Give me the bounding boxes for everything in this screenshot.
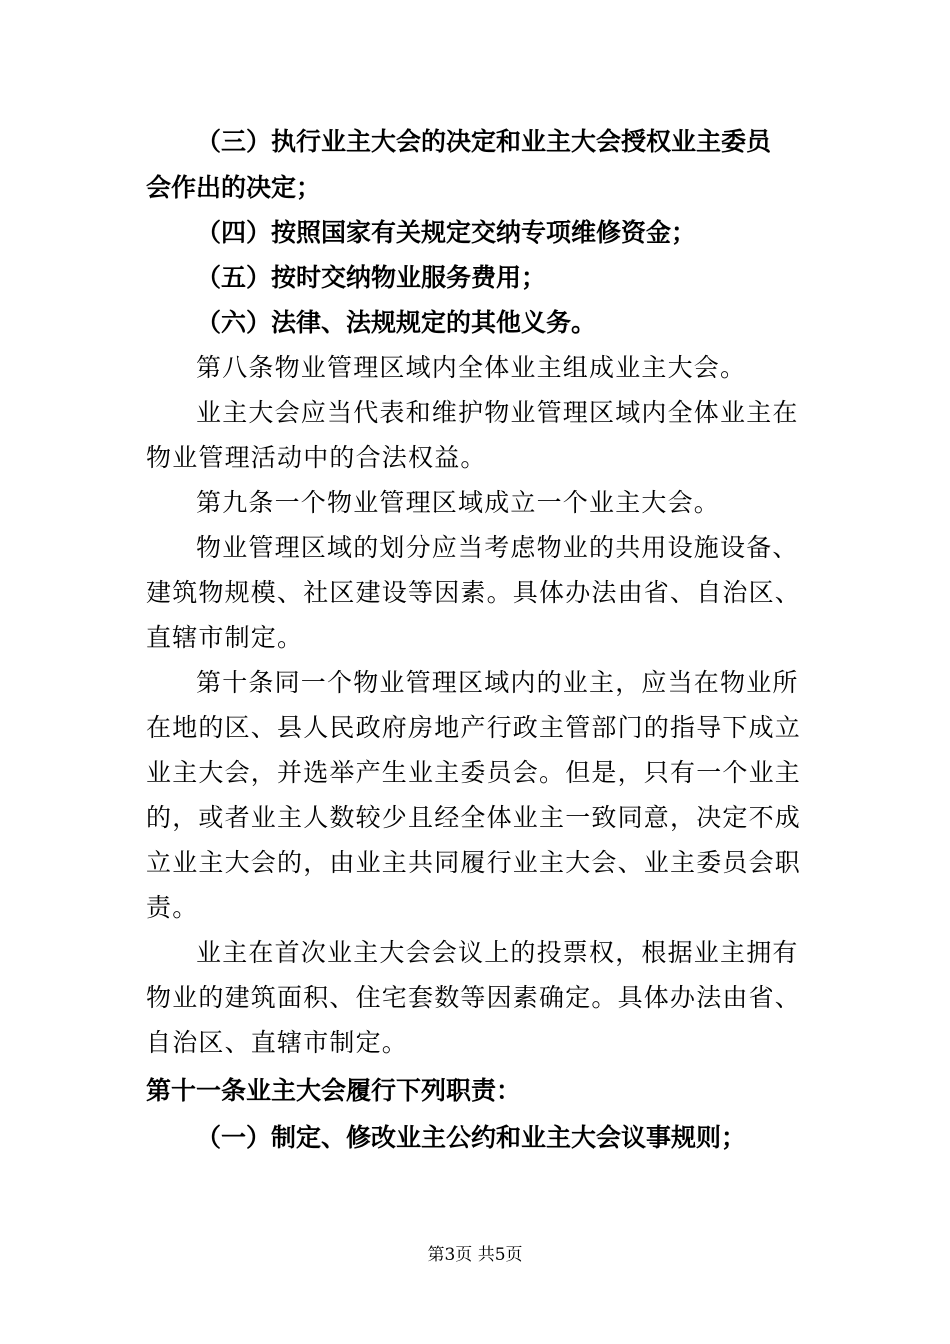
paragraph-line: 在地的区、县人民政府房地产行政主管部门的指导下成立: [146, 713, 802, 742]
paragraph-line: 物业管理区域的划分应当考虑物业的共用设施设备、: [196, 533, 799, 562]
page-number: 第3页 共5页: [427, 1245, 523, 1265]
paragraph-line: （四）按照国家有关规定交纳专项维修资金；: [196, 218, 697, 247]
paragraph-line: 会作出的决定；: [146, 173, 322, 202]
paragraph-line: 的，或者业主人数较少且经全体业主一致同意，决定不成: [146, 803, 802, 832]
section-heading: 第十一条业主大会履行下列职责：: [146, 1076, 522, 1105]
paragraph-line: （一）制定、修改业主公约和业主大会议事规则；: [196, 1123, 747, 1152]
paragraph-line: （六）法律、法规规定的其他义务。: [196, 308, 597, 337]
paragraph-line: 第十条同一个物业管理区域内的业主，应当在物业所: [196, 668, 799, 697]
paragraph-line: 建筑物规模、社区建设等因素。具体办法由省、自治区、: [146, 578, 802, 607]
paragraph-line: 自治区、直辖市制定。: [146, 1028, 409, 1057]
paragraph-line: 直辖市制定。: [146, 623, 304, 652]
paragraph-line: （五）按时交纳物业服务费用；: [196, 263, 547, 292]
paragraph-line: 物业的建筑面积、住宅套数等因素确定。具体办法由省、: [146, 983, 802, 1012]
paragraph-line: 责。: [146, 893, 199, 922]
paragraph-line: 业主大会应当代表和维护物业管理区域内全体业主在: [196, 398, 799, 427]
paragraph-line: 立业主大会的，由业主共同履行业主大会、业主委员会职: [146, 848, 802, 877]
paragraph-line: 第九条一个物业管理区域成立一个业主大会。: [196, 488, 721, 517]
paragraph-line: （三）执行业主大会的决定和业主大会授权业主委员: [196, 127, 772, 156]
paragraph-line: 第八条物业管理区域内全体业主组成业主大会。: [196, 353, 747, 382]
paragraph-line: 业主在首次业主大会会议上的投票权，根据业主拥有: [196, 938, 799, 967]
paragraph-line: 物业管理活动中的合法权益。: [146, 443, 487, 472]
paragraph-line: 业主大会，并选举产生业主委员会。但是，只有一个业主: [146, 758, 802, 787]
